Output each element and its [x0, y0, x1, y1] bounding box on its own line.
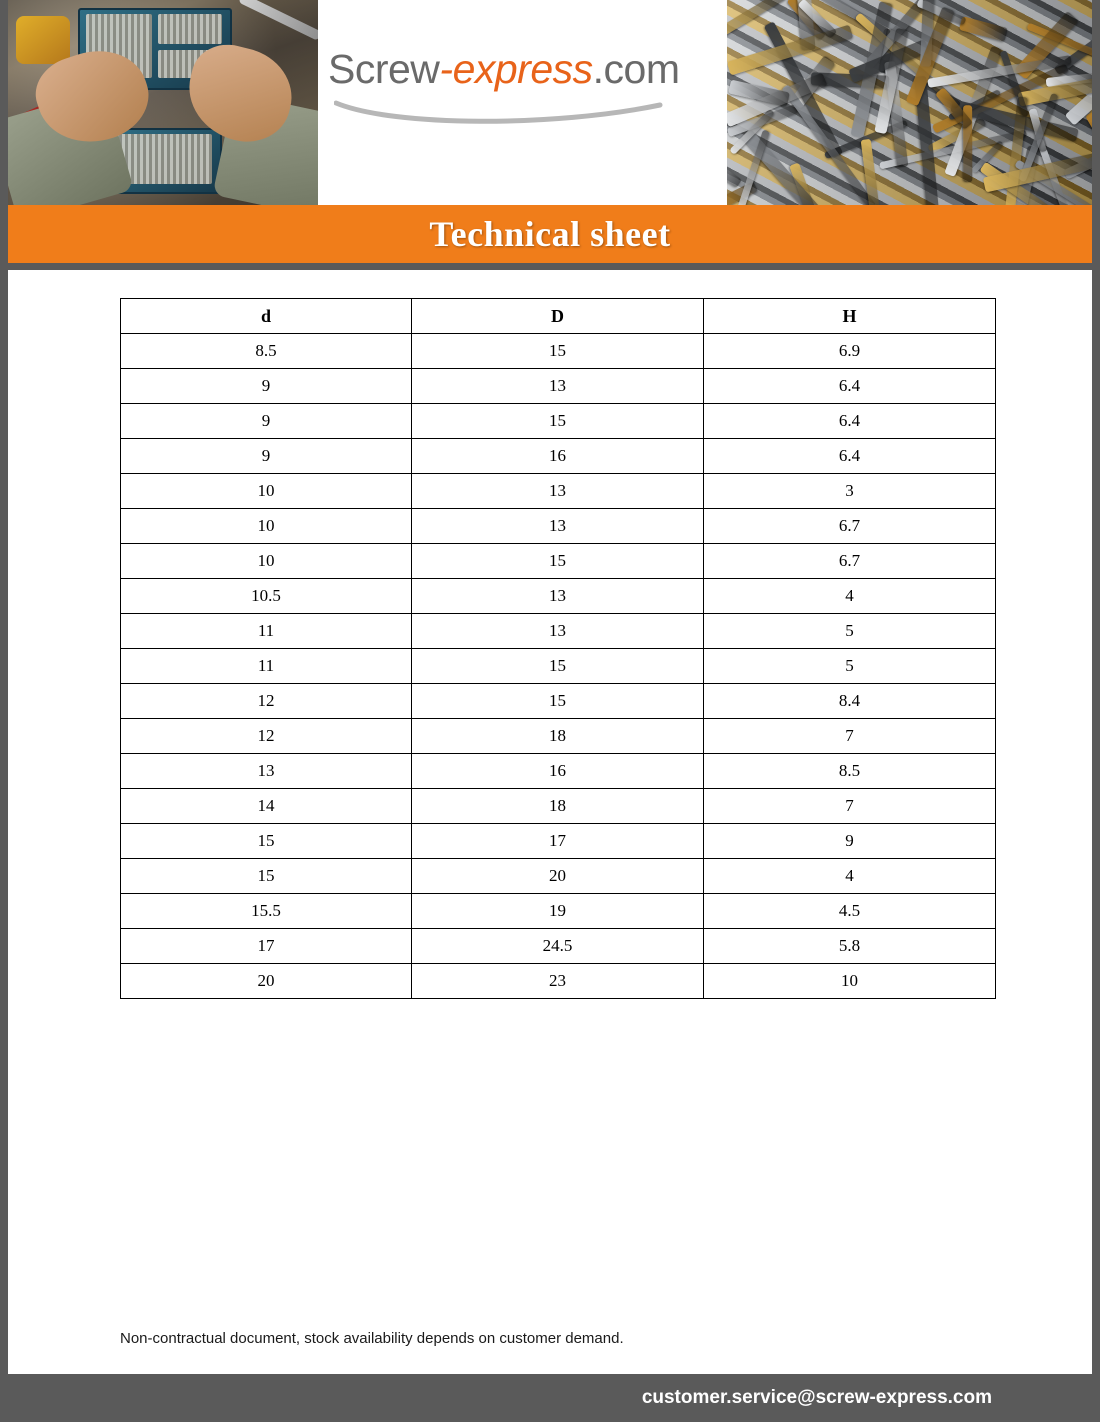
cell-H: 7 — [704, 719, 996, 754]
table-row — [121, 789, 996, 824]
cell-d: 11 — [121, 614, 412, 649]
column-header-H: H — [704, 299, 996, 334]
photo-screwdriver — [238, 0, 318, 41]
contact-email[interactable]: customer.service@screw-express.com — [641, 1387, 992, 1408]
page-title: Technical sheet — [429, 214, 671, 254]
page-footer — [8, 1374, 1092, 1422]
logo-swoosh-icon — [334, 99, 664, 125]
cell-H: 4.5 — [704, 894, 996, 929]
dimensions-table-wrapper — [120, 298, 995, 999]
cell-d: 8.5 — [121, 334, 412, 369]
cell-D: 16 — [412, 439, 704, 474]
cell-d: 13 — [121, 754, 412, 789]
technical-sheet-title-bar — [8, 205, 1092, 263]
cell-d: 17 — [121, 929, 412, 964]
table-header-row — [121, 299, 996, 334]
photo-screw-shape — [727, 156, 742, 188]
cell-D: 13 — [412, 369, 704, 404]
logo-text — [328, 46, 728, 93]
cell-d: 15 — [121, 824, 412, 859]
cell-H: 6.7 — [704, 509, 996, 544]
cell-H: 6.4 — [704, 404, 996, 439]
cell-D: 15 — [412, 404, 704, 439]
cell-D: 15 — [412, 684, 704, 719]
page-header — [8, 0, 1092, 205]
table-row — [121, 684, 996, 719]
cell-d: 15.5 — [121, 894, 412, 929]
table-row — [121, 509, 996, 544]
cell-D: 15 — [412, 649, 704, 684]
table-row — [121, 614, 996, 649]
table-row — [121, 964, 996, 999]
screws-photo — [727, 0, 1092, 205]
cell-d: 9 — [121, 439, 412, 474]
title-underline — [8, 263, 1092, 270]
cell-H: 4 — [704, 579, 996, 614]
table-row — [121, 754, 996, 789]
table-row — [121, 439, 996, 474]
cell-H: 8.4 — [704, 684, 996, 719]
cell-d: 10 — [121, 474, 412, 509]
cell-H: 6.7 — [704, 544, 996, 579]
cell-D: 20 — [412, 859, 704, 894]
cell-H: 6.4 — [704, 439, 996, 474]
cell-H: 5 — [704, 649, 996, 684]
dimensions-table — [120, 298, 996, 999]
cell-D: 13 — [412, 474, 704, 509]
table-row — [121, 474, 996, 509]
column-header-d: d — [121, 299, 412, 334]
cell-D: 13 — [412, 579, 704, 614]
cell-H: 10 — [704, 964, 996, 999]
cell-H: 3 — [704, 474, 996, 509]
logo-text-express: -express — [439, 46, 593, 92]
table-row — [121, 369, 996, 404]
cell-d: 9 — [121, 369, 412, 404]
table-row — [121, 929, 996, 964]
cell-D: 15 — [412, 334, 704, 369]
cell-d: 12 — [121, 719, 412, 754]
table-row — [121, 649, 996, 684]
table-row — [121, 824, 996, 859]
disclaimer-note: Non-contractual document, stock availability depends on customer demand. — [120, 1330, 624, 1347]
table-row — [121, 334, 996, 369]
cell-D: 13 — [412, 509, 704, 544]
cell-d: 10.5 — [121, 579, 412, 614]
cell-d: 15 — [121, 859, 412, 894]
cell-d: 10 — [121, 544, 412, 579]
cell-d: 14 — [121, 789, 412, 824]
photo-screws-b — [158, 14, 222, 44]
table-row — [121, 894, 996, 929]
cell-H: 6.9 — [704, 334, 996, 369]
photo-tape-measure — [16, 16, 70, 64]
cell-D: 13 — [412, 614, 704, 649]
table-row — [121, 544, 996, 579]
cell-H: 5 — [704, 614, 996, 649]
cell-D: 23 — [412, 964, 704, 999]
cell-D: 19 — [412, 894, 704, 929]
cell-d: 9 — [121, 404, 412, 439]
cell-H: 6.4 — [704, 369, 996, 404]
cell-H: 5.8 — [704, 929, 996, 964]
cell-H: 7 — [704, 789, 996, 824]
cell-H: 8.5 — [704, 754, 996, 789]
table-row — [121, 404, 996, 439]
cell-D: 17 — [412, 824, 704, 859]
workshop-photo — [8, 0, 318, 205]
cell-H: 4 — [704, 859, 996, 894]
table-row — [121, 579, 996, 614]
cell-d: 10 — [121, 509, 412, 544]
cell-D: 16 — [412, 754, 704, 789]
cell-d: 11 — [121, 649, 412, 684]
site-logo — [328, 46, 728, 130]
cell-d: 12 — [121, 684, 412, 719]
photo-screw-shape — [959, 16, 1008, 41]
cell-D: 24.5 — [412, 929, 704, 964]
cell-D: 15 — [412, 544, 704, 579]
column-header-D: D — [412, 299, 704, 334]
logo-text-com: .com — [592, 46, 680, 92]
cell-H: 9 — [704, 824, 996, 859]
cell-d: 20 — [121, 964, 412, 999]
table-row — [121, 859, 996, 894]
cell-D: 18 — [412, 719, 704, 754]
logo-text-screw: Screw — [328, 46, 440, 92]
table-row — [121, 719, 996, 754]
cell-D: 18 — [412, 789, 704, 824]
